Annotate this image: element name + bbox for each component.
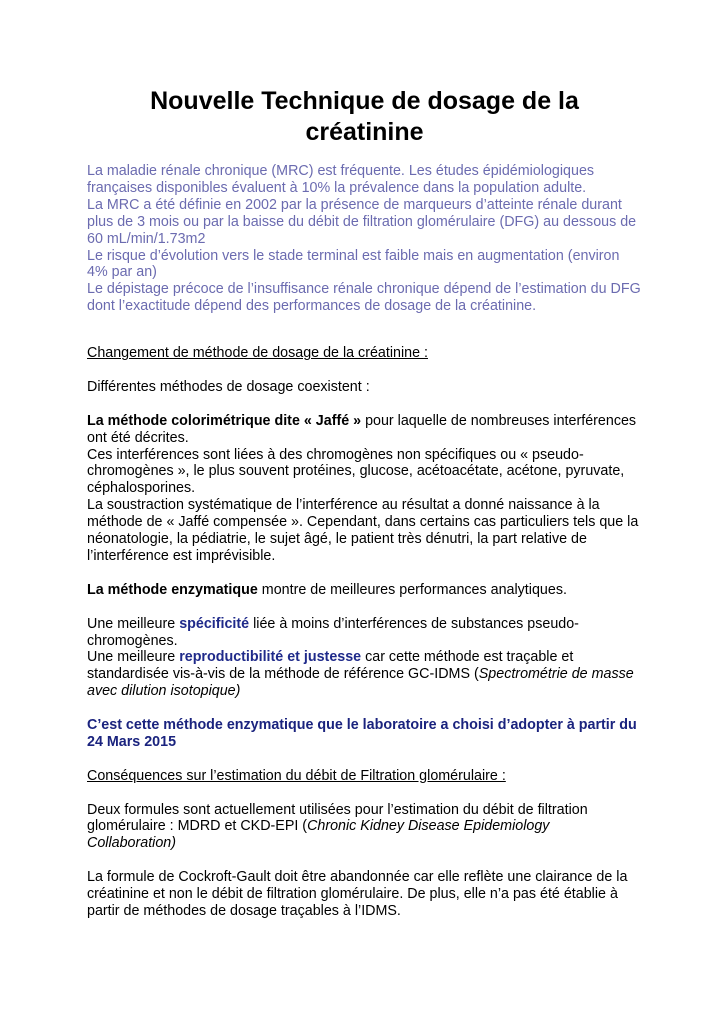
enzymatic-paragraph bbox=[87, 582, 642, 599]
document-page bbox=[87, 86, 642, 920]
specificity-paragraph bbox=[87, 616, 642, 650]
jaffe-compensated-paragraph: La soustraction systématique de l’interférence au résultat a donné naissance à la méthode de « Jaffé compensée ». Cependant, dans certains cas particuliers tels que la néonatologie, la pédiatrie, le sujet âgé, le patient très dénutri, la part relative de l’interférence est imprévisible. bbox=[87, 497, 639, 564]
methods-intro: Différentes méthodes de dosage coexistent : bbox=[87, 378, 370, 395]
reproducibility-close: ) bbox=[235, 683, 241, 700]
formulas-paragraph bbox=[87, 802, 642, 853]
intro-paragraph: La maladie rénale chronique (MRC) est fréquente. Les études épidémiologiques françaises disponibles évaluent à 10% la prévalence dans la population adulte. bbox=[87, 163, 595, 196]
reproducibility-highlight: reproductibilité et justesse bbox=[179, 649, 362, 666]
document-title: Nouvelle Technique de dosage de la créatinine bbox=[150, 87, 579, 146]
intro-paragraph: Le risque d’évolution vers le stade terminal est faible mais en augmentation (environ 4% par an) bbox=[87, 247, 620, 281]
section-heading-method-change: Changement de méthode de dosage de la créatinine : bbox=[87, 345, 428, 362]
announcement-paragraph: C’est cette méthode enzymatique que le laboratoire a choisi d’adopter à partir du 24 Mars 2015 bbox=[87, 717, 637, 750]
jaffe-text: pour laquelle de nombreuses interférences ont été décrites. bbox=[87, 412, 637, 446]
reproducibility-pre: Une meilleure bbox=[87, 649, 180, 666]
jaffe-paragraph bbox=[87, 413, 642, 447]
specificity-pre: Une meilleure bbox=[87, 615, 180, 632]
enzymatic-text: montre de meilleures performances analytiques. bbox=[257, 581, 567, 598]
specificity-highlight: spécificité bbox=[179, 615, 250, 632]
section-heading-consequences: Conséquences sur l’estimation du débit de Filtration glomérulaire : bbox=[87, 767, 506, 784]
reproducibility-paragraph bbox=[87, 649, 642, 700]
jaffe-interference-paragraph: Ces interférences sont liées à des chromogènes non spécifiques ou « pseudo-chromogènes », le plus souvent protéines, glucose, acétoacétate, acétone, pyruvate, céphalosporines. bbox=[87, 446, 625, 497]
formulas-italic: Chronic Kidney Disease Epidemiology Collaboration) bbox=[87, 818, 550, 852]
enzymatic-method-label: La méthode enzymatique bbox=[87, 581, 258, 598]
specificity-post: liée à moins d’interférences de substances pseudo-chromogènes. bbox=[87, 615, 579, 649]
formulas-text: Deux formules sont actuellement utilisées pour l’estimation du débit de filtration glomérulaire : MDRD et CKD-EPI ( bbox=[87, 801, 588, 835]
cockcroft-paragraph: La formule de Cockroft-Gault doit être abandonnée car elle reflète une clairance de la créatinine et non le débit de filtration glomérulaire. De plus, elle n’a pas été établie à partir de méthodes de dosage traçables à l’IDMS. bbox=[87, 869, 628, 919]
intro-block bbox=[87, 163, 642, 315]
intro-paragraph: La MRC a été définie en 2002 par la présence de marqueurs d’atteinte rénale durant plus de 3 mois ou par la baisse du débit de filtration glomérulaire (DFG) au dessous de 60 mL/min/1.73m2 bbox=[87, 196, 637, 247]
reproducibility-post: car cette méthode est traçable et standardisée vis-à-vis de la méthode de référence GC-IDMS ( bbox=[87, 649, 574, 683]
reproducibility-italic: Spectrométrie de masse avec dilution isotopique bbox=[87, 666, 634, 700]
body-section bbox=[87, 345, 642, 920]
intro-paragraph: Le dépistage précoce de l’insuffisance rénale chronique dépend de l’estimation du DFG dont l’exactitude dépend des performances de dosage de la créatinine. bbox=[87, 281, 641, 315]
jaffe-method-label: La méthode colorimétrique dite « Jaffé » bbox=[87, 412, 362, 429]
